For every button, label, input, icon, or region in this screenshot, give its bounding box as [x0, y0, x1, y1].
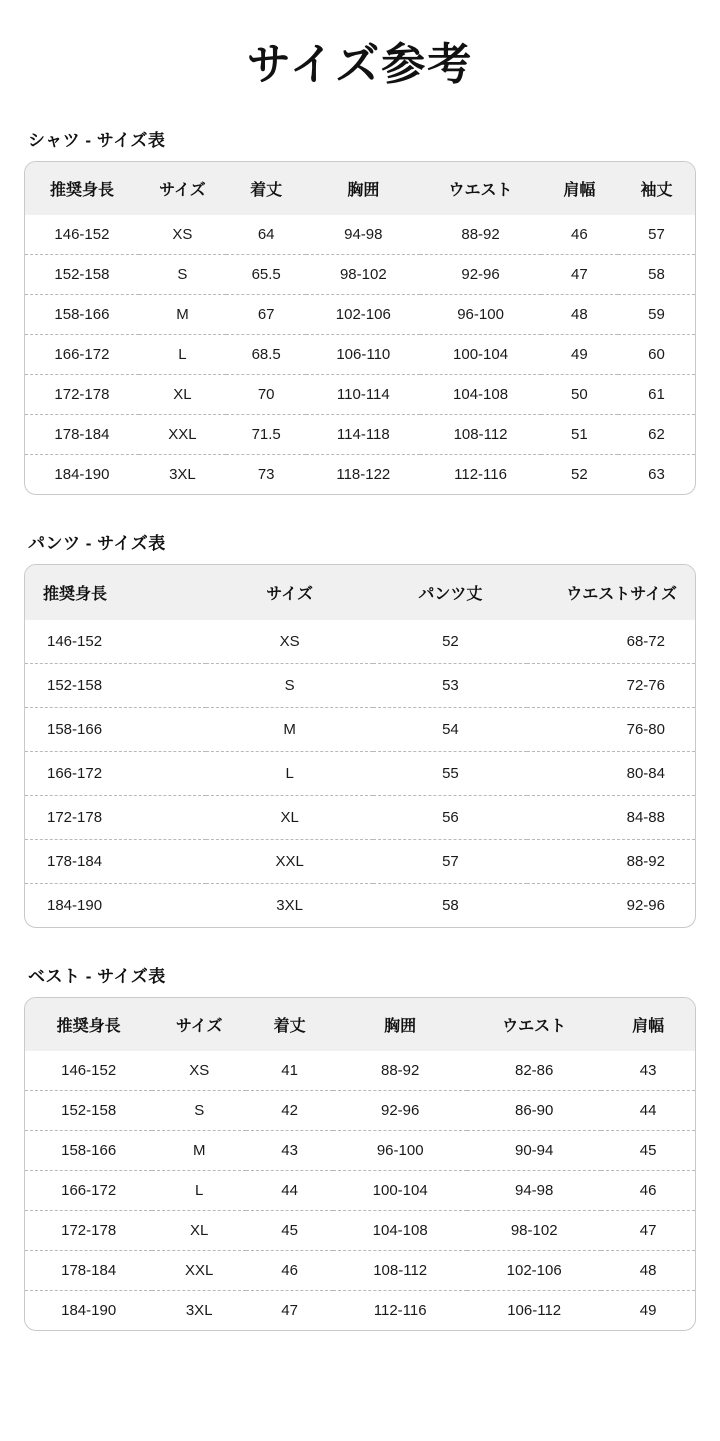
- cell: 52: [442, 633, 459, 650]
- cell: 67: [226, 295, 306, 335]
- cell: 146-152: [54, 226, 110, 243]
- cell: 47: [246, 1291, 333, 1331]
- cell: 46: [601, 1171, 695, 1211]
- cell: 146-152: [61, 1062, 117, 1079]
- cell: 178-184: [25, 415, 139, 455]
- cell: 60: [618, 335, 695, 375]
- cell: 94-98: [467, 1171, 601, 1211]
- cell: 58: [373, 884, 527, 928]
- cell: 118-122: [306, 455, 420, 495]
- table-row: [25, 1211, 695, 1251]
- cell: 50: [541, 375, 618, 415]
- column-header: 着丈: [273, 1018, 306, 1035]
- column-header: パンツ丈: [418, 586, 483, 603]
- table-row: [25, 840, 695, 884]
- column-header: サイズ: [159, 182, 206, 199]
- table-header-vest: [25, 998, 695, 1051]
- table-row: [25, 1171, 695, 1211]
- cell: 166-172: [25, 752, 206, 796]
- cell: 56: [373, 796, 527, 840]
- cell: 62: [618, 415, 695, 455]
- column-header: 推奨身長: [43, 586, 108, 603]
- cell: 51: [541, 415, 618, 455]
- cell: 184-190: [25, 884, 206, 928]
- cell: M: [152, 1131, 246, 1171]
- cell: 46: [246, 1251, 333, 1291]
- cell: 110-114: [306, 375, 420, 415]
- cell: 43: [639, 1062, 657, 1079]
- table-row: [25, 375, 695, 415]
- cell: XXL: [152, 1251, 246, 1291]
- cell: 102-106: [467, 1251, 601, 1291]
- size-table-pants: [25, 565, 695, 927]
- cell: 88-92: [381, 1062, 420, 1079]
- column-header: 胸囲: [384, 1018, 417, 1035]
- column-header: ウエスト: [502, 1018, 567, 1035]
- cell: 44: [601, 1091, 695, 1131]
- cell: 55: [373, 752, 527, 796]
- cell: 172-178: [25, 1211, 152, 1251]
- cell: 152-158: [25, 664, 206, 708]
- cell: 59: [618, 295, 695, 335]
- cell: 58: [618, 255, 695, 295]
- table-row: [25, 1131, 695, 1171]
- cell: 106-110: [306, 335, 420, 375]
- cell: S: [139, 255, 226, 295]
- cell: 41: [281, 1062, 298, 1079]
- cell: 47: [541, 255, 618, 295]
- page-title: サイズ参考: [246, 40, 474, 89]
- column-header: 胸囲: [347, 182, 380, 199]
- column-header: 推奨身長: [56, 1018, 121, 1035]
- cell: 47: [601, 1211, 695, 1251]
- column-header: ウエストサイズ: [566, 586, 677, 603]
- section-title-pants: パンツ - サイズ表: [28, 534, 166, 553]
- cell: 46: [571, 226, 588, 243]
- cell: 92-96: [527, 884, 695, 928]
- cell: 158-166: [25, 1131, 152, 1171]
- cell: 68-72: [626, 633, 665, 650]
- column-header: 袖丈: [640, 182, 673, 199]
- section-shirt: [24, 126, 696, 495]
- cell: 57: [648, 226, 665, 243]
- cell: 45: [246, 1211, 333, 1251]
- cell: 68.5: [226, 335, 306, 375]
- cell: XS: [279, 633, 300, 650]
- cell: 90-94: [467, 1131, 601, 1171]
- column-header: 着丈: [250, 182, 283, 199]
- cell: 48: [541, 295, 618, 335]
- cell: 100-104: [420, 335, 541, 375]
- cell: 96-100: [333, 1131, 467, 1171]
- cell: 63: [618, 455, 695, 495]
- table-body-pants: [25, 620, 695, 927]
- cell: 65.5: [226, 255, 306, 295]
- size-table-card-pants: [24, 564, 696, 928]
- table-body-shirt: [25, 215, 695, 494]
- cell: 3XL: [152, 1291, 246, 1331]
- table-body-vest: [25, 1051, 695, 1330]
- cell: XXL: [206, 840, 374, 884]
- cell: L: [206, 752, 374, 796]
- size-table-vest: [25, 998, 695, 1330]
- cell: XL: [206, 796, 374, 840]
- size-table-card-vest: [24, 997, 696, 1331]
- cell: XS: [189, 1062, 210, 1079]
- cell: 73: [226, 455, 306, 495]
- cell: 112-116: [333, 1291, 467, 1331]
- cell: 172-178: [25, 375, 139, 415]
- cell: 43: [246, 1131, 333, 1171]
- cell: 45: [601, 1131, 695, 1171]
- cell: 88-92: [527, 840, 695, 884]
- section-pants: [24, 529, 696, 928]
- table-row: [25, 415, 695, 455]
- cell: XXL: [139, 415, 226, 455]
- cell: 152-158: [25, 1091, 152, 1131]
- cell: 98-102: [467, 1211, 601, 1251]
- cell: 76-80: [527, 708, 695, 752]
- cell: 84-88: [527, 796, 695, 840]
- cell: L: [139, 335, 226, 375]
- size-table-card-shirt: [24, 161, 696, 495]
- cell: 166-172: [25, 335, 139, 375]
- cell: XL: [139, 375, 226, 415]
- cell: 100-104: [333, 1171, 467, 1211]
- table-row: [25, 255, 695, 295]
- size-table-shirt: [25, 162, 695, 494]
- cell: 96-100: [420, 295, 541, 335]
- cell: S: [206, 664, 374, 708]
- table-header-row: [25, 998, 695, 1051]
- cell: 94-98: [344, 226, 383, 243]
- cell: 3XL: [206, 884, 374, 928]
- cell: 61: [618, 375, 695, 415]
- section-title-shirt: シャツ - サイズ表: [28, 131, 166, 150]
- cell: 108-112: [333, 1251, 467, 1291]
- cell: L: [152, 1171, 246, 1211]
- cell: 71.5: [226, 415, 306, 455]
- table-row: [25, 1091, 695, 1131]
- cell: 57: [373, 840, 527, 884]
- cell: 172-178: [25, 796, 206, 840]
- cell: 88-92: [461, 226, 500, 243]
- cell: 92-96: [420, 255, 541, 295]
- cell: 54: [373, 708, 527, 752]
- column-header: 推奨身長: [49, 182, 114, 199]
- cell: 49: [541, 335, 618, 375]
- cell: 102-106: [306, 295, 420, 335]
- table-row: [25, 884, 695, 928]
- cell: 158-166: [25, 708, 206, 752]
- cell: 70: [226, 375, 306, 415]
- cell: 112-116: [420, 455, 541, 495]
- cell: S: [152, 1091, 246, 1131]
- cell: 92-96: [333, 1091, 467, 1131]
- section-title-vest: ベスト - サイズ表: [28, 967, 166, 986]
- cell: 80-84: [527, 752, 695, 796]
- cell: 184-190: [25, 1291, 152, 1331]
- cell: 86-90: [467, 1091, 601, 1131]
- cell: 166-172: [25, 1171, 152, 1211]
- column-header: 肩幅: [632, 1018, 665, 1035]
- cell: 178-184: [25, 840, 206, 884]
- table-header-shirt: [25, 162, 695, 215]
- cell: 114-118: [306, 415, 420, 455]
- cell: 108-112: [420, 415, 541, 455]
- table-row: [25, 295, 695, 335]
- table-row: [25, 455, 695, 495]
- table-row: [25, 752, 695, 796]
- cell: 48: [601, 1251, 695, 1291]
- table-row: [25, 1251, 695, 1291]
- cell: XS: [172, 226, 193, 243]
- column-header: サイズ: [175, 1018, 223, 1035]
- cell: M: [139, 295, 226, 335]
- cell: 104-108: [420, 375, 541, 415]
- cell: 184-190: [25, 455, 139, 495]
- cell: 152-158: [25, 255, 139, 295]
- cell: 146-152: [47, 633, 103, 650]
- cell: 106-112: [467, 1291, 601, 1331]
- cell: 3XL: [139, 455, 226, 495]
- cell: M: [206, 708, 374, 752]
- table-row: [25, 796, 695, 840]
- cell: 104-108: [333, 1211, 467, 1251]
- table-row: [25, 708, 695, 752]
- table-header-pants: [25, 565, 695, 620]
- size-guide-page: [0, 28, 720, 1395]
- cell: 178-184: [25, 1251, 152, 1291]
- table-header-row: [25, 565, 695, 620]
- table-row: [25, 1051, 695, 1091]
- cell: 44: [246, 1171, 333, 1211]
- column-header: ウエスト: [448, 182, 513, 199]
- column-header: サイズ: [266, 586, 313, 603]
- section-vest: [24, 962, 696, 1331]
- table-row: [25, 215, 695, 255]
- cell: 49: [601, 1291, 695, 1331]
- cell: 158-166: [25, 295, 139, 335]
- cell: XL: [152, 1211, 246, 1251]
- cell: 98-102: [306, 255, 420, 295]
- table-header-row: [25, 162, 695, 215]
- column-header: 肩幅: [563, 182, 596, 199]
- cell: 52: [541, 455, 618, 495]
- cell: 64: [257, 226, 275, 243]
- cell: 72-76: [527, 664, 695, 708]
- cell: 42: [246, 1091, 333, 1131]
- cell: 82-86: [515, 1062, 554, 1079]
- table-row: [25, 335, 695, 375]
- cell: 53: [373, 664, 527, 708]
- table-row: [25, 664, 695, 708]
- table-row: [25, 620, 695, 664]
- table-row: [25, 1291, 695, 1331]
